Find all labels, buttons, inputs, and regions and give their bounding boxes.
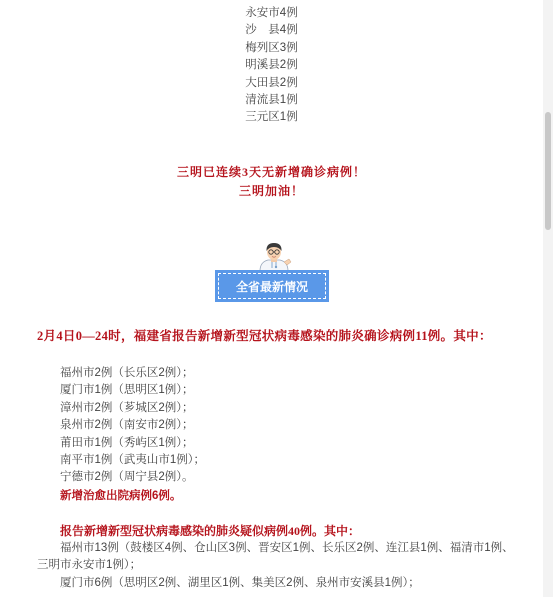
recovered-count: 新增治愈出院病例6例。 [60,490,182,502]
section-header-label: 全省最新情况 [218,273,326,299]
scrollbar[interactable] [543,0,553,597]
section-header-button [215,270,329,302]
suspect-details [37,540,515,592]
list-item: 永安市4例 [245,7,298,19]
doctor-icon [254,240,294,272]
list-item: 南平市1例（武夷山市1例）； [60,453,206,466]
suspect-fuzhou: 福州市13例（鼓楼区4例、仓山区3例、晋安区1例、长乐区2例、连江县1例、福清市1例、三明市永安市1例）； [37,542,514,572]
list-item: 宁德市2例（周宁县2例）。 [60,471,194,484]
list-item: 大田县2例 [245,76,298,89]
headline: 2月4日0—24时，福建省报告新增新型冠状病毒感染的肺炎确诊病例11例。其中： [37,329,492,343]
list-item: 沙 县4例 [245,24,298,37]
confirmed-city-list [60,365,205,487]
list-item: 漳州市2例（芗城区2例）； [60,401,194,414]
list-item: 厦门市1例（思明区1例）； [60,384,194,397]
list-item: 泉州市2例（南安市2例）； [60,419,194,432]
list-item: 福州市2例（长乐区2例）； [60,367,194,379]
suspect-title: 报告新增新型冠状病毒感染的肺炎疑似病例40例。其中： [60,524,361,538]
sanming-notice-line1: 三明已连续3天无新增确诊病例！ [176,165,366,179]
list-item: 清流县1例 [245,93,298,106]
scrollbar-thumb[interactable] [545,112,551,230]
list-item: 三元区1例 [245,111,298,124]
list-item: 莆田市1例（秀屿区1例）； [60,436,194,449]
list-item: 梅列区3例 [245,41,298,54]
sanming-notice-line2: 三明加油！ [238,184,304,198]
list-item: 明溪县2例 [245,59,298,72]
county-case-list [0,5,543,127]
suspect-xiamen: 厦门市6例（思明区2例、湖里区1例、集美区2例、泉州市安溪县1例）； [60,576,420,589]
